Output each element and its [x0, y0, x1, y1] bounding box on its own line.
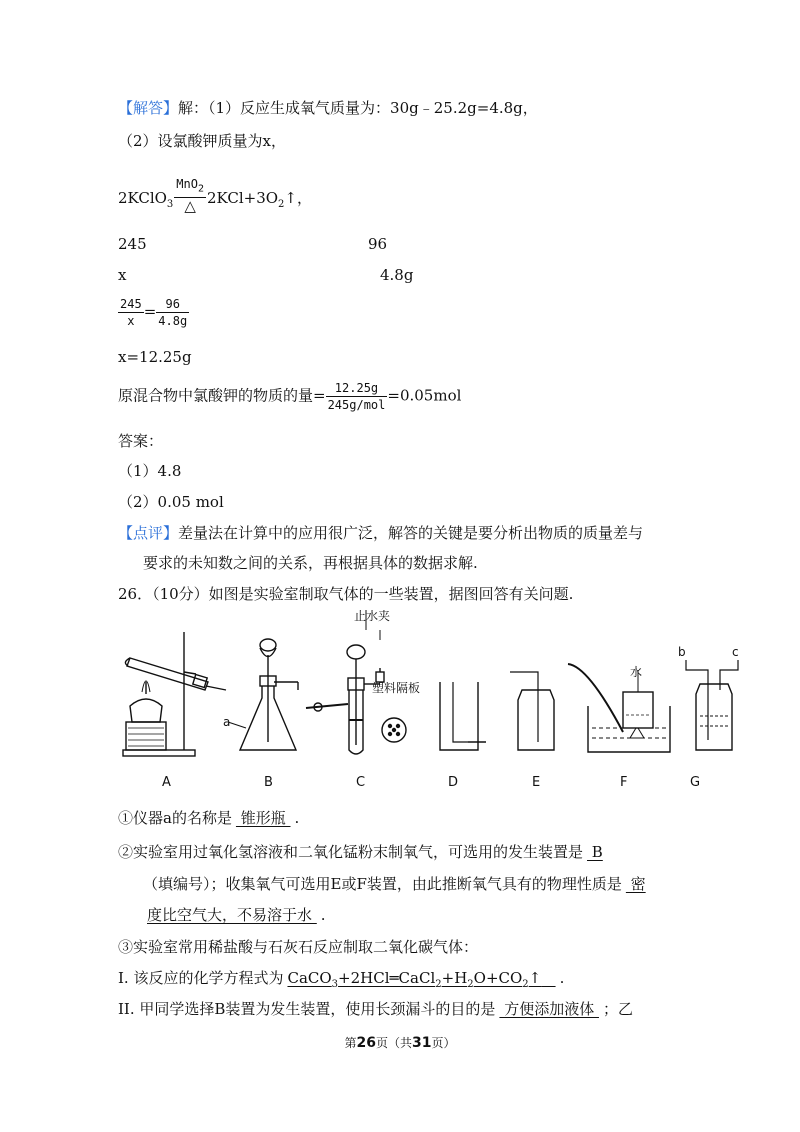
answer-blank-2: B [587, 843, 603, 861]
caption-b: B [264, 775, 273, 790]
comment-line-1: 【点评】差量法在计算中的应用很广泛，解答的关键是要分析出物质的质量差与 [118, 524, 644, 542]
answer-blank-1: 锥形瓶 [235, 809, 291, 827]
label-clamp: 止水夹 [354, 610, 391, 623]
answer-item-1: （1）4.8 [118, 462, 182, 480]
question-26-part-1: ①仪器a的名称是 锥形瓶 . [118, 809, 300, 827]
apparatus-f [568, 664, 670, 752]
comment-line-2: 要求的未知数之间的关系，再根据具体的数据求解. [143, 554, 478, 572]
answer-blank-4: $CaCO_3+2HCl═CaCl_2+H_2O+CO_2↑$ [287, 969, 542, 990]
page-total: 31 [412, 1035, 432, 1051]
page-footer: 第26页（共31页） [344, 1035, 456, 1051]
answer-blank-5: 方便添加液体 [499, 1000, 599, 1018]
question-26-part-3-i: I. 该反应的化学方程式为 $CaCO_3+2HCl═CaCl_2+H_2O+CO_2↑$ . [118, 969, 565, 990]
moles-line: 原混合物中氯酸钾的物质的量= $\frac{12.25g}{\text{245g/mol}}$ =0.05mol [118, 381, 462, 412]
answer-label: 答案： [118, 432, 164, 450]
answer-blank-3a: 密 [625, 875, 646, 893]
answer-blank-3b: 度比空气大，不易溶于水 [147, 906, 317, 924]
label-c: c [732, 645, 739, 659]
question-26-part-2b: （填编号）；收集氧气可选用E或F装置，由此推断氧气具有的物理性质是 密 [143, 874, 650, 894]
caption-e: E [532, 775, 541, 790]
answer-line-2: （2）设氯酸钾质量为x， [118, 132, 287, 150]
reaction-condition: $\frac{MnO_2}{\triangle}$ [176, 177, 205, 216]
label-a: a [223, 715, 231, 729]
caption-c: C [356, 775, 366, 790]
apparatus-b [228, 639, 298, 750]
caption-d: D [448, 775, 459, 790]
question-26-part-2c: 度比空气大，不易溶于水 . [143, 905, 326, 925]
caption-f: F [620, 775, 628, 790]
answer-tag: 【解答】 [118, 99, 179, 117]
comment-tag: 【点评】 [118, 524, 179, 542]
caption-a: A [162, 775, 171, 790]
answer-line-1 [118, 98, 538, 118]
apparatus-g [686, 660, 738, 750]
mass-ratio-row: 245 96 [118, 235, 388, 253]
caption-g: G [690, 775, 701, 790]
question-26-title: 26．（10分）如图是实验室制取气体的一些装置，据图回答有关问题. [118, 585, 574, 603]
question-26-part-3-ii: II. 甲同学选择B装置为发生装置，使用长颈漏斗的目的是 方便添加液体 ；乙 [118, 1000, 633, 1018]
unknown-row: x 4.8g [118, 266, 414, 284]
proportion: $\frac{245}{x}$ = $\frac{96}{4.8g}$ [120, 297, 188, 328]
label-water: 水 [630, 665, 643, 679]
result-line: x=12.25g [118, 348, 192, 366]
apparatus-d [440, 682, 486, 750]
answer-text-1: 解：（1）反应生成氧气质量为：30g﹣25.2g=4.8g， [178, 99, 538, 117]
answer-item-2: （2）0.05 mol [118, 493, 224, 511]
question-26-part-3: ③实验室常用稀盐酸与石灰石反应制取二氧化碳气体： [118, 938, 479, 956]
apparatus-figure [118, 610, 748, 795]
reaction-equation: 2KClO$_3$ $\frac{MnO_2}{\triangle}$ $2KCl+3O_2↑$， [118, 177, 312, 216]
apparatus-e [510, 672, 554, 750]
apparatus-a [123, 632, 226, 756]
label-plastic-plate: 塑料隔板 [372, 681, 421, 695]
question-26-part-2: ②实验室用过氧化氢溶液和二氧化锰粉末制氧气，可选用的发生装置是 B [118, 842, 607, 862]
label-b: b [678, 645, 686, 659]
page-number: 26 [356, 1035, 376, 1051]
